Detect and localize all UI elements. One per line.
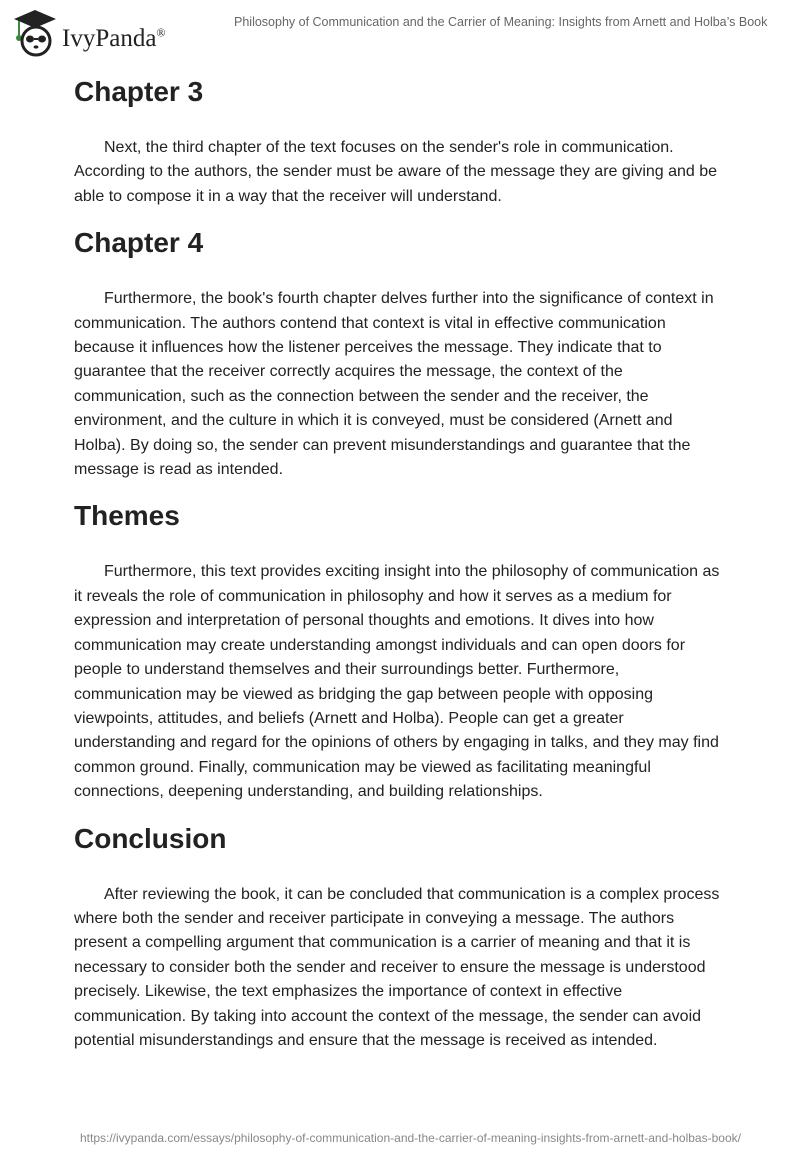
ivypanda-logo[interactable] xyxy=(12,8,166,58)
essay-body xyxy=(74,72,728,1067)
source-url[interactable]: https://ivypanda.com/essays/philosophy-of-communication-and-the-carrier-of-meaning-insights-from-arnett-and-holbas-book/ xyxy=(80,1131,741,1145)
panda-graduate-icon xyxy=(12,8,58,58)
section-paragraph: Next, the third chapter of the text focuses on the sender's role in communication. According to the authors, the sender must be aware of the message they are giving and be able to compose it in a way that the receiver will understand. xyxy=(74,139,718,205)
document-title: Philosophy of Communication and the Carrier of Meaning: Insights from Arnett and Holba’s Book xyxy=(234,15,768,29)
logo-text: IvyPanda® xyxy=(62,25,166,52)
section-heading: Themes xyxy=(74,500,180,532)
section-heading: Conclusion xyxy=(74,822,227,854)
section-paragraph: Furthermore, the book's fourth chapter delves further into the significance of context in communication. The authors contend that context is vital in effective communication because it influences how the listener perceives the message. They indicate that to guarantee that the receiver correctly acquires the message, the context of the communication, such as the connection between the sender and the receiver, the environment, and the culture in which it is conveyed, must be considered (Arnett and Holba). By doing so, the sender can prevent misunderstandings and guarantee that the message is read as intended. xyxy=(74,290,714,479)
section-paragraph: After reviewing the book, it can be concluded that communication is a complex process where both the sender and receiver participate in conveying a message. The authors present a compelling argument that communication is a carrier of meaning and that it is necessary to consider both the sender and receiver to ensure the message is understood precisely. Likewise, the text emphasizes the importance of context in effective communication. By taking into account the context of the message, the sender can avoid potential misunderstandings and ensure that the message is received as intended. xyxy=(74,885,720,1049)
section-heading: Chapter 3 xyxy=(74,76,204,107)
section-heading: Chapter 4 xyxy=(74,227,204,259)
section-paragraph: Furthermore, this text provides exciting insight into the philosophy of communication as it reveals the role of communication in philosophy and how it serves as a medium for expression and interpretation of personal thoughts and emotions. It dives into how communication may create understanding amongst individuals and can open doors for people to understand themselves and their surroundings better. Furthermore, communication may be viewed as bridging the gap between people with opposing viewpoints, attitudes, and beliefs (Arnett and Holba). People can get a greater understanding and regard for the opinions of others by engaging in talks, and they may find common ground. Finally, communication may be viewed as facilitating meaningful connections, deepening understanding, and building relationships. xyxy=(74,563,720,801)
page-header xyxy=(0,0,800,60)
